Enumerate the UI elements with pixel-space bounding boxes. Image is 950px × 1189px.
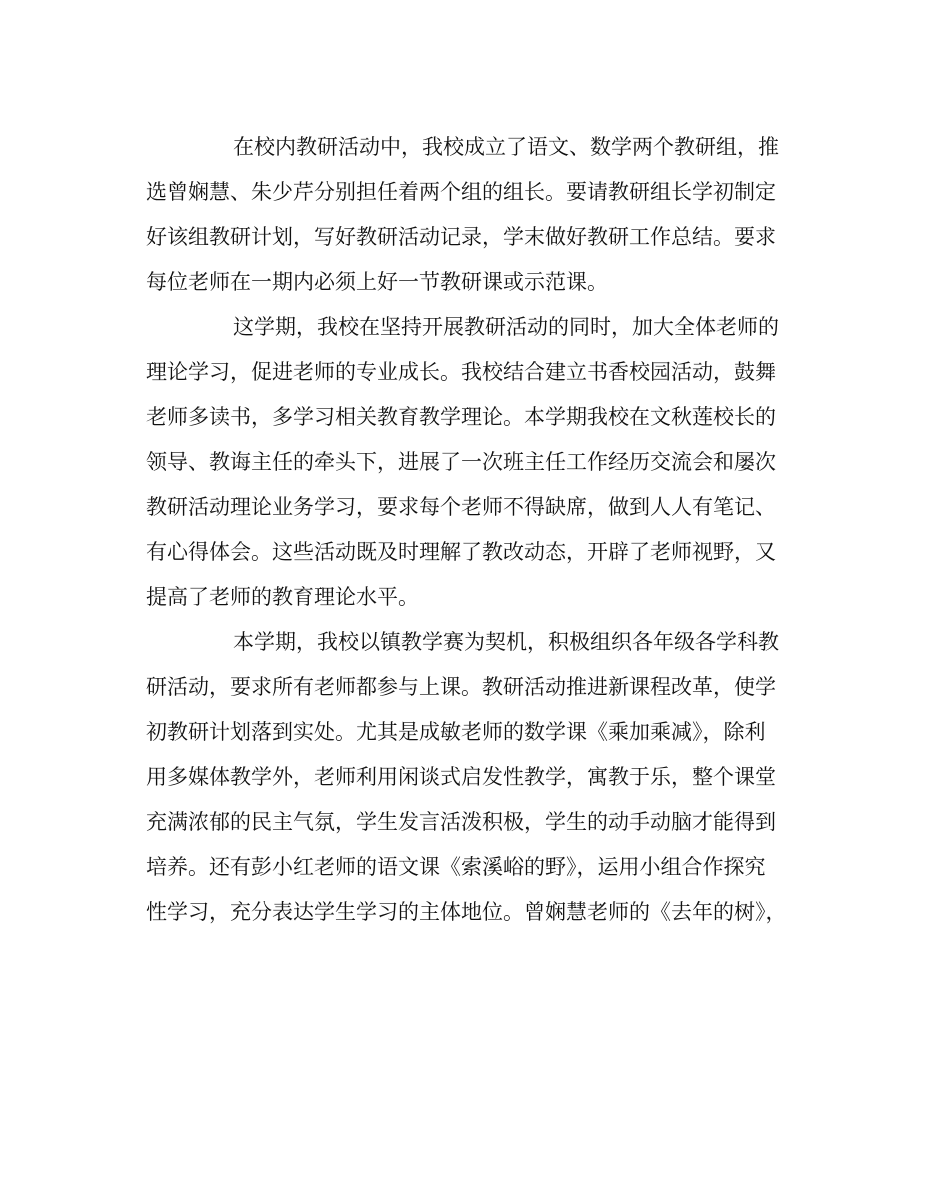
paragraph-1-line-3: 好该组教研计划，写好教研活动记录，学末做好教研工作总结。要求 bbox=[146, 225, 776, 249]
paragraph-3-line-2: 研活动，要求所有老师都参与上课。教研活动推进新课程改革，使学 bbox=[146, 675, 776, 699]
paragraph-3-line-3: 初教研计划落到实处。尤其是成敏老师的数学课《乘加乘减》，除利 bbox=[146, 720, 766, 744]
paragraph-2-line-2: 理论学习，促进老师的专业成长。我校结合建立书香校园活动，鼓舞 bbox=[146, 360, 776, 384]
paragraph-3-line-5: 充满浓郁的民主气氛，学生发言活泼积极，学生的动手动脑才能得到 bbox=[146, 810, 776, 834]
paragraph-1-line-2: 选曾娴慧、朱少芹分别担任着两个组的组长。要请教研组长学初制定 bbox=[146, 180, 776, 204]
paragraph-1-line-4: 每位老师在一期内必须上好一节教研课或示范课。 bbox=[146, 270, 608, 294]
paragraph-2-line-3: 老师多读书，多学习相关教育教学理论。本学期我校在文秋莲校长的 bbox=[146, 405, 776, 429]
paragraph-2-line-5: 教研活动理论业务学习，要求每个老师不得缺席，做到人人有笔记、 bbox=[146, 495, 776, 519]
paragraph-2-line-1: 这学期，我校在坚持开展教研活动的同时，加大全体老师的 bbox=[233, 315, 779, 339]
paragraph-3-line-4: 用多媒体教学外，老师利用闲谈式启发性教学，寓教于乐，整个课堂 bbox=[146, 765, 776, 789]
paragraph-2-line-7: 提高了老师的教育理论水平。 bbox=[146, 585, 419, 609]
paragraph-2-line-4: 领导、教诲主任的牵头下，进展了一次班主任工作经历交流会和屡次 bbox=[146, 450, 776, 474]
paragraph-3-line-1: 本学期，我校以镇教学赛为契机，积极组织各年级各学科教 bbox=[233, 630, 779, 654]
paragraph-1-line-1: 在校内教研活动中，我校成立了语文、数学两个教研组，推 bbox=[233, 135, 779, 159]
document-body bbox=[146, 127, 814, 937]
paragraph-2-line-6: 有心得体会。这些活动既及时理解了教改动态，开辟了老师视野，又 bbox=[146, 540, 776, 564]
paragraph-3-line-6: 培养。还有彭小红老师的语文课《索溪峪的野》，运用小组合作探究 bbox=[146, 855, 766, 879]
paragraph-3-line-7: 性学习，充分表达学生学习的主体地位。曾娴慧老师的《去年的树》， bbox=[146, 900, 787, 924]
